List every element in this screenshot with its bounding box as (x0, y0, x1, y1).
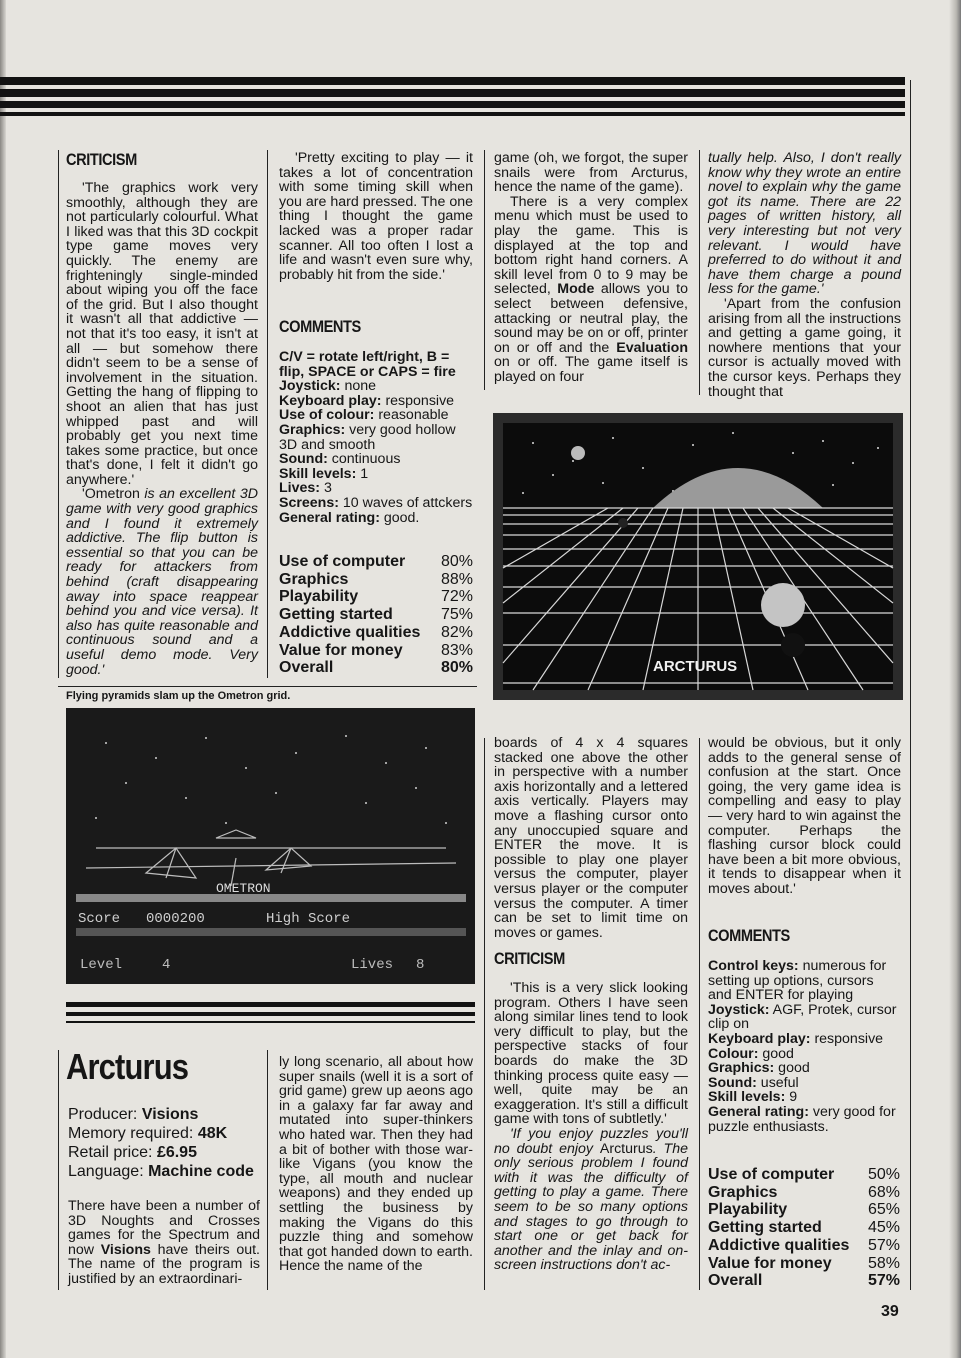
spec-row: Sound: continuous (279, 451, 401, 468)
arcturus-specs (708, 959, 901, 1134)
ometron-quote (279, 151, 473, 282)
spec-row: Sound: useful (708, 1074, 799, 1091)
comments-heading: COMMENTS (279, 317, 361, 336)
rating-row: Getting started 45% (708, 1219, 900, 1237)
level-label: Level (80, 957, 123, 973)
rating-row: Getting started 75% (279, 606, 473, 624)
text-paragraph: There have been a number of 3D Noughts and Crosses games for the Spectrum and now Visions have theirs out. The name of the program is justified by an extraordinari- (68, 1198, 260, 1287)
top-banner-rule (0, 89, 905, 97)
comments-heading: COMMENTS (708, 926, 790, 945)
criticism-heading: CRITICISM (494, 949, 565, 968)
rating-row: Addictive qualities 82% (279, 623, 473, 641)
spec-row: Lives: 3 (279, 480, 332, 497)
criticism-paragraph: 'The graphics work very smoothly, although they are not particularly colourful. What I liked was that this 3D cockpit type game moves very quickly. The enemy are frighteningly single-minded about wiping you off the face of the grid. But I also thought it wasn't all that addictive — not that it's too easy, it isn't at all — but somehow there didn't seem to be a sense of involvement in the situation. Getting the hang of flipping to shoot an alien that has just whipped past and will probably get you next time takes some practice, but once that's done, I felt it didn't go anywhere.' (66, 180, 258, 488)
arcturus-ratings (708, 1166, 900, 1290)
text-paragraph: ly long scenario, all about how super snails (well it is a sort of grid game) grew up aeons ago in a galaxy far far away and mutated into super-thinkers who hated war. Then they had a bit of bother with those war-like Vigans (you know the type, all mouth and nuclear weapons) and they ended up settling the business by making the Vigans do this puzzle thing and somehow that got handed down to earth. Hence the name of the (279, 1054, 473, 1275)
rating-row: Playability 65% (708, 1201, 900, 1219)
spec-row: Joystick: none (279, 378, 377, 395)
rating-row: Use of computer 80% (279, 553, 473, 570)
criticism-heading: CRITICISM (66, 150, 137, 169)
spec-row: Control keys: numerous for setting up options, cursors and ENTER for playing (708, 958, 887, 1004)
score-value: 0000200 (146, 911, 205, 927)
spec-row: Keyboard play: responsive (708, 1030, 884, 1047)
ometron-screenshot (66, 708, 475, 984)
rating-row: Use of computer 50% (708, 1166, 900, 1183)
rating-row: Addictive qualities 57% (708, 1236, 900, 1254)
spec-row: Graphics: good (708, 1060, 810, 1077)
high-score-label: High Score (266, 911, 351, 927)
page-spine (0, 0, 6, 1358)
top-banner-rule (0, 77, 905, 85)
spec-row: Skill levels: 9 (708, 1089, 798, 1106)
quote-paragraph: 'Pretty exciting to play — it takes a lot of concentration with some timing skill when you are hard pressed. The one thing I thought the game lacked was a proper radar scanner. All too often I lost a life and wasn't even sure why, probably hit from the side.' (279, 150, 473, 283)
page-edge-shadow (949, 0, 961, 1358)
arcturus-col3-top (494, 151, 688, 385)
text-paragraph: boards of 4 x 4 squares stacked one above the other in perspective with a number axis horizontally and a lettered axis vertically. Players may move a flashing cursor onto any unoccupied square and ENTER the move. It is possible to play one player versus the computer, player versus player or the computer versus the computer. A timer can be set to limit time on moves or games. (494, 735, 688, 941)
rating-row: Graphics 88% (279, 570, 473, 588)
spec-row: Graphics: very good hollow 3D and smooth (279, 421, 456, 453)
column-rule (58, 1050, 59, 1290)
column-rule (58, 150, 59, 678)
ometron-screen-graphic (66, 708, 475, 984)
language-line: Language: Machine code (68, 1163, 254, 1180)
rating-row: Value for money 58% (708, 1254, 900, 1272)
rating-row: Value for money 83% (279, 641, 473, 659)
ometron-ratings (279, 553, 473, 677)
arcturus-screen-graphic (493, 413, 903, 700)
column-rule (699, 738, 700, 1290)
arcturus-screenshot (493, 413, 903, 700)
spec-row: General rating: very good for puzzle enthusiasts. (708, 1103, 896, 1135)
spec-row: Joystick: AGF, Protek, cursor clip on (708, 1001, 897, 1033)
spec-row: General rating: good. (279, 509, 420, 526)
text-paragraph: 'Apart from the confusion arising from all the instructions and getting a game going, it nowhere mentions that your cursor is actually moved with the cursor keys. Perhaps they thought that (708, 295, 901, 400)
arcturus-header-rule (66, 1021, 475, 1023)
text-paragraph: tually help. Also, I don't really know why they wrote an entire novel to explain why the game got its name. There are 22 pages of written history, all very interesting but not very relevant. I would have preferred to do without it and have them charge a pound less for the game.' (708, 150, 901, 298)
column-rule (267, 150, 268, 678)
criticism-paragraph (66, 487, 258, 677)
controls-line: C/V = rotate left/right, B = flip, SPACE or CAPS = fire (279, 349, 456, 380)
rating-row: Overall 80% (279, 659, 473, 677)
lives-value: 8 (416, 957, 425, 973)
top-banner-rule (0, 112, 905, 116)
rating-row: Playability 72% (279, 588, 473, 606)
page-number: 39 (881, 1303, 899, 1320)
criticism-paragraph: 'If you enjoy puzzles you'll no doubt enjoy Arcturus. The only serious problem I found with it was the difficulty of getting to play a game. There seem to be so many options and stages to go through to start one or get back for another and the inlay and on-screen instructions don't ac- (494, 1125, 688, 1274)
producer-line: Producer: Visions (68, 1106, 199, 1123)
arcturus-info (68, 1105, 268, 1181)
spec-row: Use of colour: reasonable (279, 407, 449, 424)
column-rule (484, 738, 485, 1290)
spec-row: Keyboard play: responsive (279, 392, 455, 409)
arcturus-intro (68, 1199, 260, 1287)
top-banner-rule (0, 101, 905, 108)
lives-label: Lives (351, 957, 394, 973)
game-name: 'Ometron (82, 486, 140, 503)
arcturus-title: Arcturus (66, 1046, 189, 1087)
level-value: 4 (162, 957, 171, 973)
column-rule (484, 150, 485, 390)
rating-row: Graphics 68% (708, 1183, 900, 1201)
memory-line: Memory required: 48K (68, 1125, 228, 1142)
spec-row: Skill levels: 1 (279, 465, 369, 482)
ometron-criticism-text (66, 181, 258, 677)
column-rule (699, 150, 700, 395)
arcturus-col3-bottom (494, 736, 688, 940)
rating-row: Overall 57% (708, 1272, 900, 1290)
spec-row: Colour: good (708, 1045, 794, 1062)
text-paragraph: game (oh, we forgot, the super snails were from Arcturus, hence the name of the game). (494, 150, 688, 196)
spec-row: Screens: 10 waves of attckers (279, 494, 473, 511)
column-rule (910, 80, 911, 1290)
text-paragraph: would be obvious, but it only adds to the general sense of confusion at the start. Once going, the very game idea is compelling and easy to play — very hard to win against the computer. Perhaps the flashing cursor block could have been a bit more obvious, it tends to disappear when it moves about.' (708, 735, 901, 897)
ometron-caption: Flying pyramids slam up the Ometron grid. (66, 690, 291, 702)
italic-text: is an excellent 3D game with very good graphics and I found it extremely addictive. The flip button is essential so that you can be ready for attackers from behind (craft disappearing away into space reappear behind you and vice versa). It also has quite reasonable and continuous sound and a useful demo mode. Very good.' (66, 486, 258, 678)
arcturus-col4-bottom (708, 736, 901, 897)
arcturus-criticism (494, 981, 688, 1273)
ometron-specs (279, 350, 473, 525)
score-label: Score (78, 911, 121, 927)
arcturus-header-rule (66, 1012, 475, 1016)
criticism-paragraph: 'This is a very slick looking program. Others I have seen along similar lines tend to look very difficult to play, but the perspective stacks of four boards do make the 3D thinking process quite easy — well, quite may be an exaggeration. It's still a difficult game with tons of subtletly.' (494, 980, 688, 1128)
price-line: Retail price: £6.95 (68, 1144, 197, 1161)
text-paragraph: There is a very complex menu which must be used to play the game. This is displayed at the top and bottom right hand corners. A skill level from 0 to 9 may be selected, Mode allows you to select between defensive, attacking or neutral play, the sound may be on or off, printer on or off and the Evaluation on or off. The game itself is played on four (494, 193, 688, 385)
ometron-title: OMETRON (216, 881, 271, 896)
arcturus-col2 (279, 1055, 473, 1274)
caption-rule (58, 686, 477, 687)
arcturus-header-rule (66, 1002, 475, 1007)
arcturus-logo: ARCTURUS (653, 658, 738, 675)
arcturus-col4-top (708, 151, 901, 399)
